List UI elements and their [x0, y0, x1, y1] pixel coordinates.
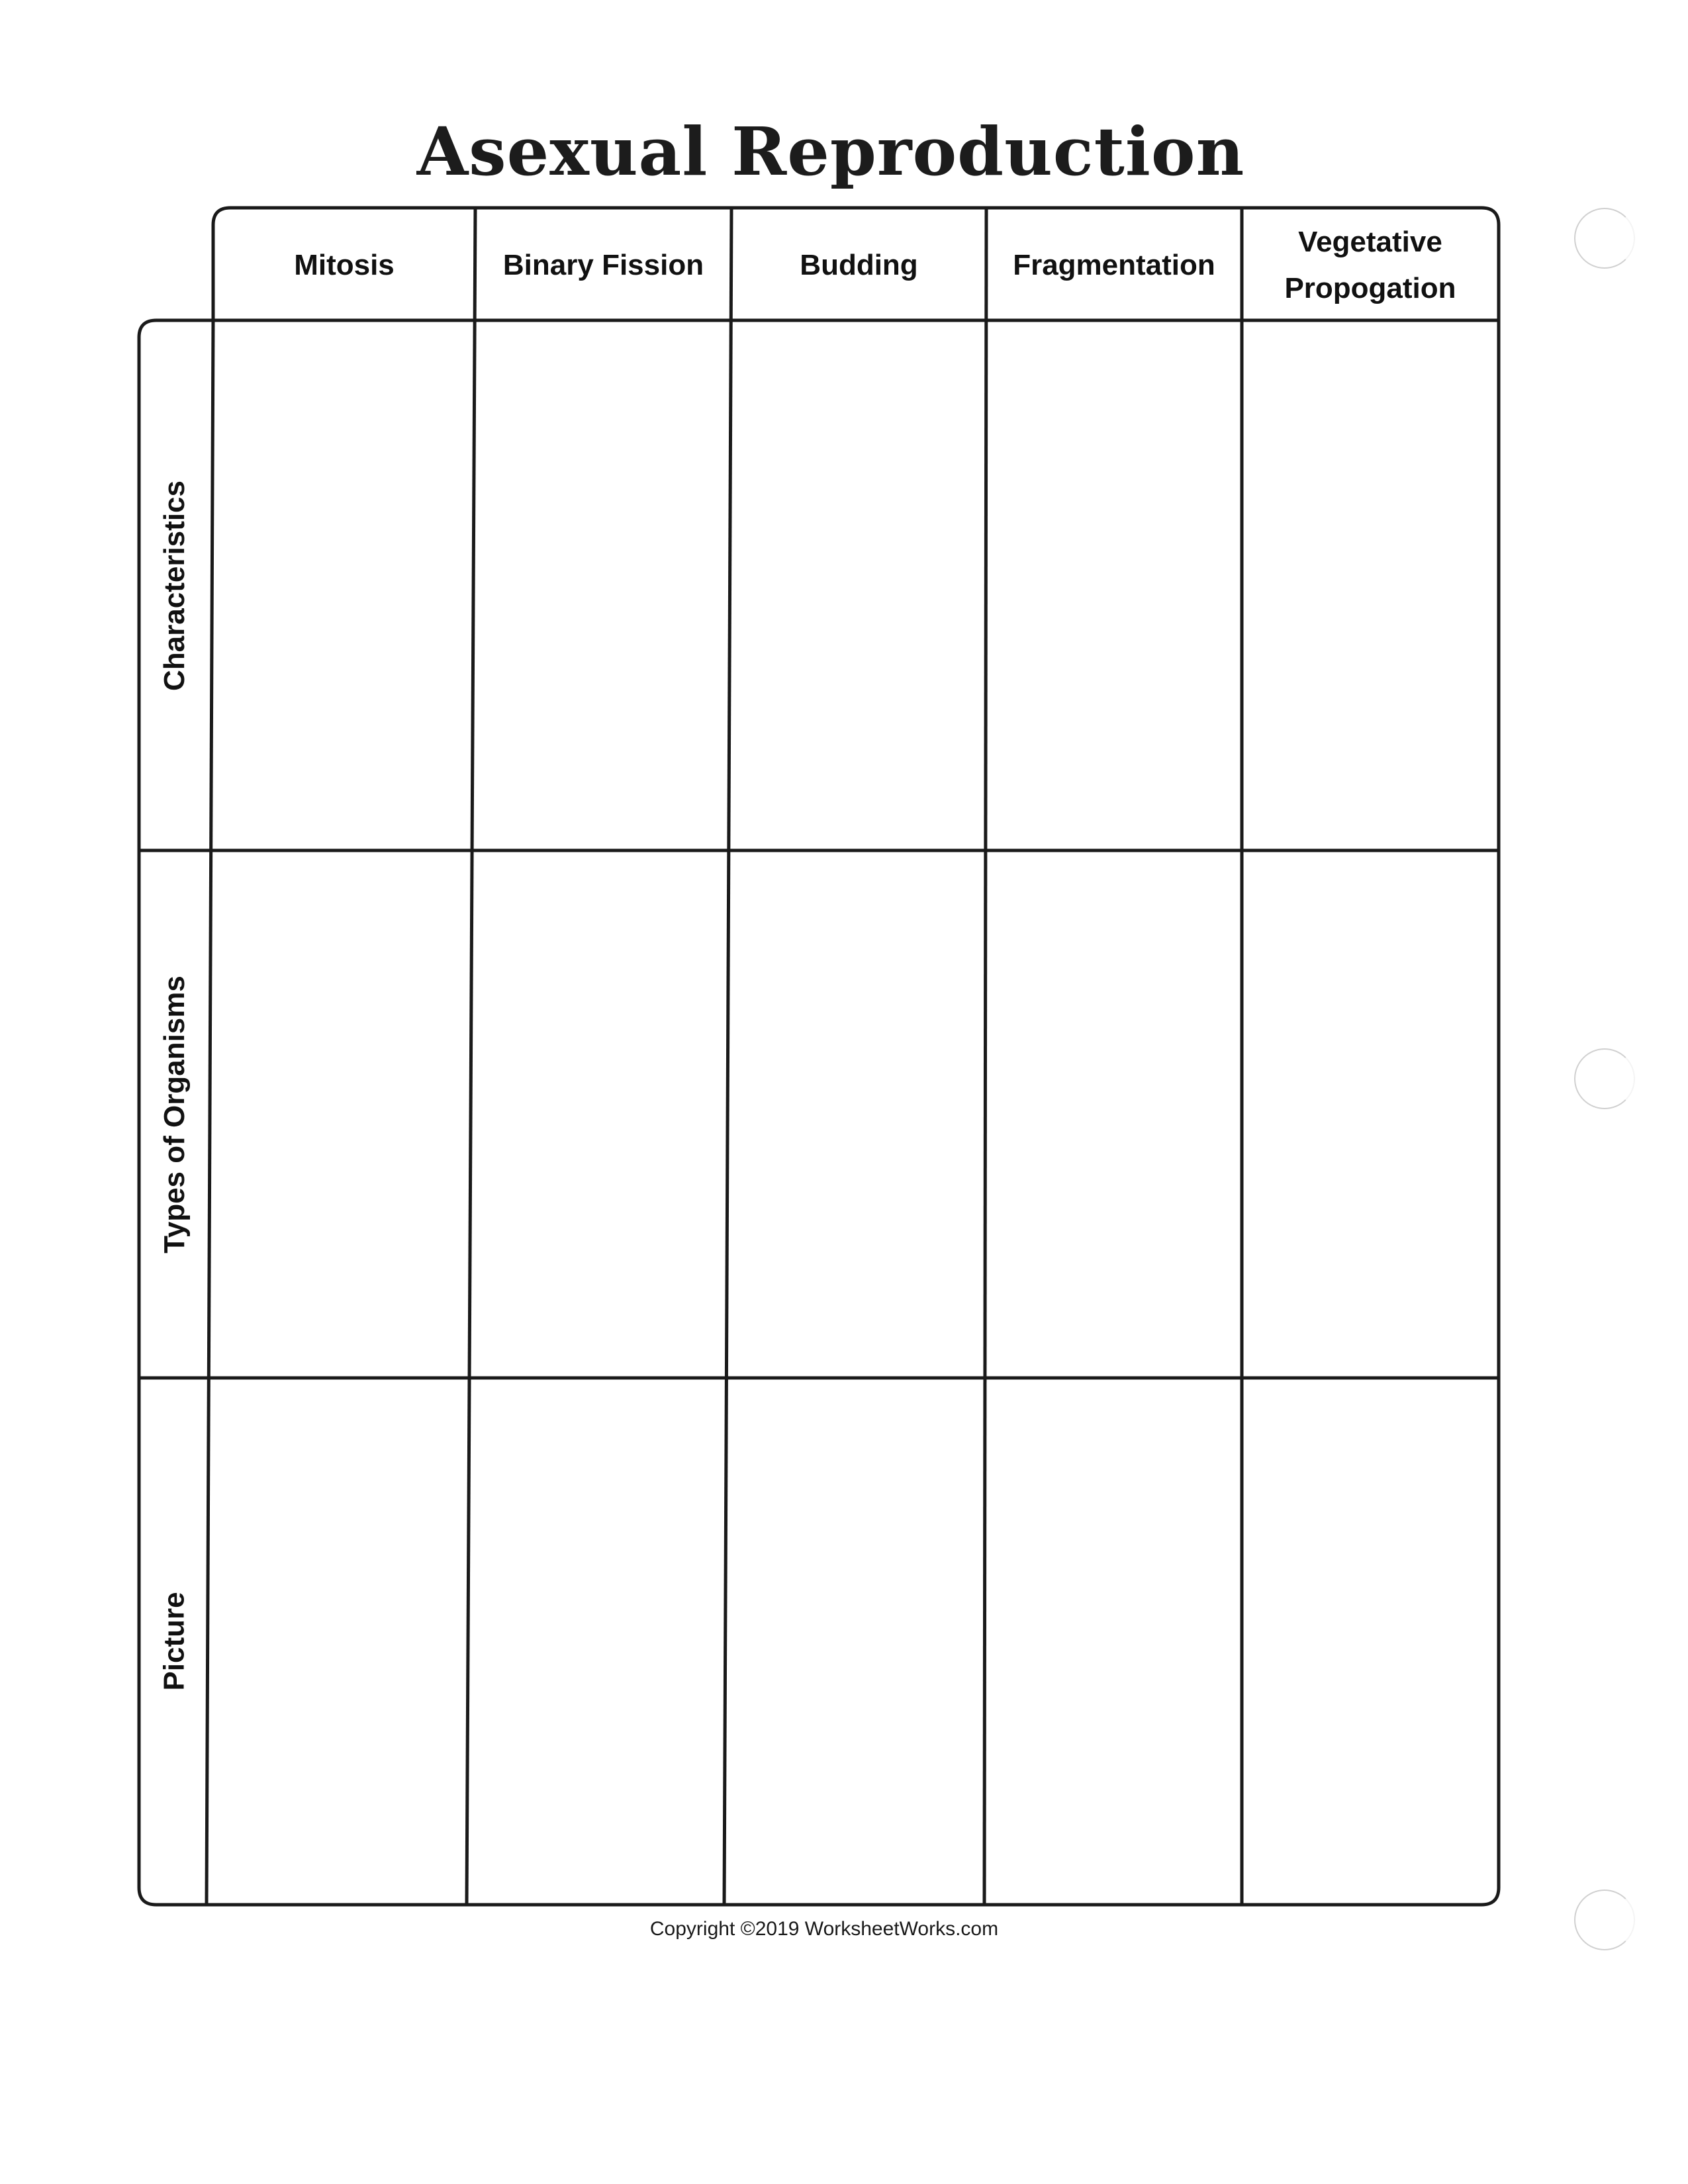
column-header-vegetative-propogation: Vegetative Propogation	[1284, 225, 1456, 304]
answer-cell[interactable]	[470, 1381, 722, 1902]
answer-cell[interactable]	[987, 1381, 1239, 1902]
answer-cell[interactable]	[1244, 1381, 1496, 1902]
copyright-notice: Copyright ©2019 WorksheetWorks.com	[649, 1918, 999, 1940]
page-title: Asexual Reproduction	[416, 113, 1245, 191]
punch-hole-icon	[1574, 208, 1635, 269]
answer-cell[interactable]	[473, 853, 724, 1375]
row-header-characteristics: Characteristics	[158, 480, 191, 691]
column-header-mitosis: Mitosis	[294, 248, 395, 281]
answer-cell[interactable]	[727, 1381, 981, 1902]
punch-hole-icon	[1574, 1889, 1635, 1950]
answer-cell[interactable]	[733, 323, 984, 848]
answer-cell[interactable]	[989, 323, 1239, 848]
answer-cell[interactable]	[988, 853, 1239, 1375]
column-header-budding: Budding	[800, 248, 918, 281]
column-divider	[984, 208, 986, 1905]
answer-cell[interactable]	[1244, 323, 1496, 848]
answer-cell[interactable]	[477, 323, 728, 848]
column-header-binary-fission: Binary Fission	[502, 248, 704, 281]
answer-cell[interactable]	[213, 853, 470, 1375]
column-header-fragmentation: Fragmentation	[1013, 248, 1215, 281]
answer-cell[interactable]	[216, 323, 473, 848]
answer-cell[interactable]	[211, 1381, 466, 1902]
row-header-picture: Picture	[158, 1592, 191, 1691]
answer-cell[interactable]	[1244, 853, 1496, 1375]
answer-cell[interactable]	[729, 853, 982, 1375]
punch-hole-icon	[1574, 1048, 1635, 1109]
row-header-types-of-organisms: Types of Organisms	[158, 975, 191, 1253]
